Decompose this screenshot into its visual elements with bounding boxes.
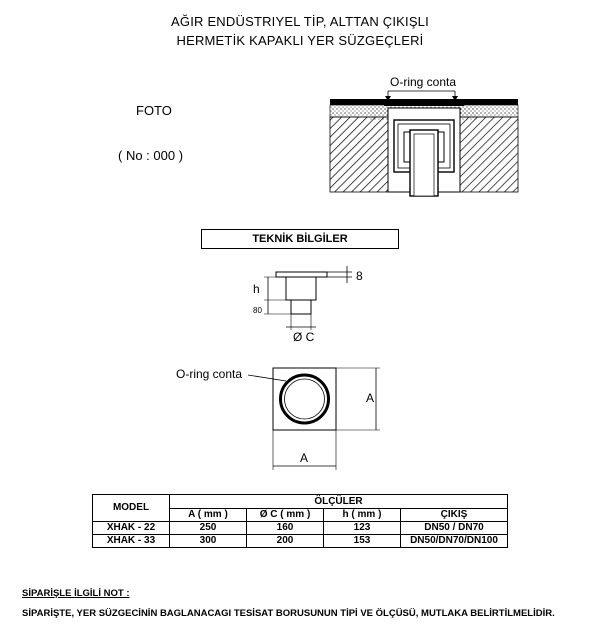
cell-c: 160 [247, 522, 324, 535]
cell-model: XHAK - 22 [93, 522, 170, 535]
order-note-title: SİPARİŞLE İLGİLİ NOT : [22, 588, 130, 599]
side-view-drawing [253, 266, 363, 344]
document-title-line-2: HERMETİK KAPAKLI YER SÜZGEÇLERİ [176, 33, 424, 48]
col-outlet-header: ÇIKIŞ [401, 509, 508, 522]
table-row [93, 535, 508, 548]
dim-a-bottom-label: A [300, 451, 309, 465]
cell-outlet: DN50 / DN70 [401, 522, 508, 535]
dimensions-table [92, 494, 508, 548]
table-row [93, 522, 508, 535]
cell-outlet: DN50/DN70/DN100 [401, 535, 508, 548]
dim-h-label: h [253, 282, 260, 296]
technical-info-heading: TEKNİK BİLGİLER [201, 229, 399, 249]
cell-h: 153 [324, 535, 401, 548]
col-a-header: A ( mm ) [170, 509, 247, 522]
col-model-header: MODEL [93, 495, 170, 522]
dim-c-label: Ø C [293, 330, 315, 344]
cell-c: 200 [247, 535, 324, 548]
top-view-drawing [176, 367, 380, 470]
cell-a: 300 [170, 535, 247, 548]
col-c-header: Ø C ( mm ) [247, 509, 324, 522]
section-view-diagram [330, 75, 518, 196]
dim-80-label: 80 [253, 306, 262, 315]
oring-label-section: O-ring conta [390, 75, 457, 89]
dim-a-right-label: A [366, 391, 375, 405]
photo-label: FOTO [136, 103, 172, 118]
cell-a: 250 [170, 522, 247, 535]
dim-8-label: 8 [356, 269, 363, 283]
document-title-line-1: AĞIR ENDÜSTRIYEL TİP, ALTTAN ÇIKIŞLI [171, 14, 429, 29]
order-note-text: SİPARİŞTE, YER SÜZGECİNİN BAGLANACAGI TESİSAT BORUSUNUN TİPİ VE ÖLÇÜSÜ, MUTLAKA BELİRTİLMELİDİR. [22, 608, 555, 619]
cell-model: XHAK - 33 [93, 535, 170, 548]
cell-h: 123 [324, 522, 401, 535]
col-h-header: h ( mm ) [324, 509, 401, 522]
photo-number: ( No : 000 ) [118, 148, 184, 163]
oring-label-top: O-ring conta [176, 367, 243, 381]
measurements-group-header: ÖLÇÜLER [170, 495, 508, 509]
